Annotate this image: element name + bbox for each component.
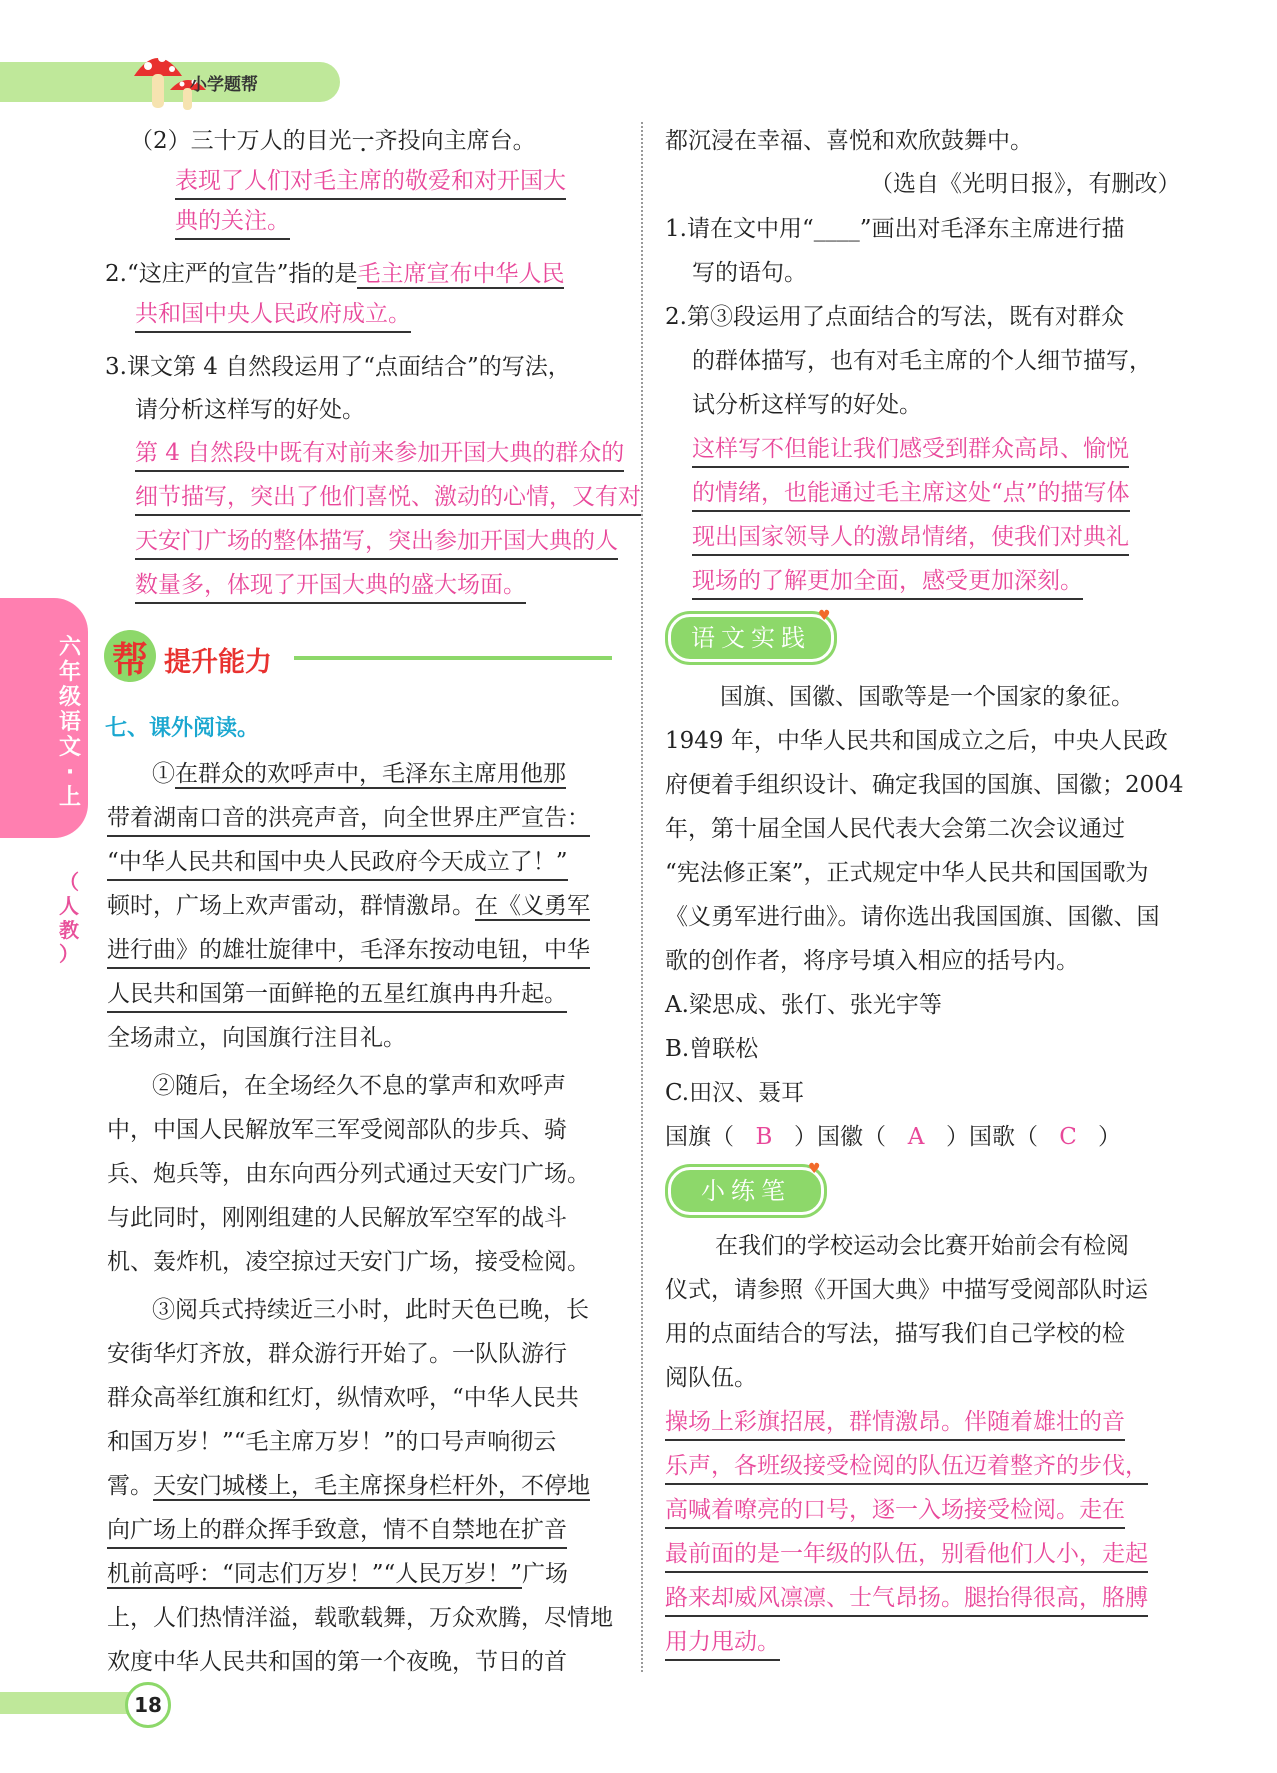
section-heading — [104, 630, 614, 680]
writing-prompt: 用的点面结合的写法，描写我们自己学校的检 — [665, 1321, 1125, 1347]
question-2-cont: 的群体描写，也有对毛主席的个人细节描写， — [692, 348, 1152, 374]
passage-line: 顿时，广场上欢声雷动，群情激昂。在《义勇军 — [107, 893, 590, 919]
answer-line: 细节描写，突出了他们喜悦、激动的心情，又有对 — [135, 480, 641, 516]
passage-line: 都沉浸在幸福、喜悦和欢欣鼓舞中。 — [665, 128, 1033, 154]
answer-line: 最前面的是一年级的队伍，别看他们人小，走起 — [665, 1537, 1148, 1573]
passage-p2: ②随后，在全场经久不息的掌声和欢呼声 — [152, 1073, 566, 1099]
answer-line: 现出国家领导人的激昂情绪，使我们对典礼 — [692, 520, 1129, 556]
passage-line: 和国万岁！”“毛主席万岁！”的口号声响彻云 — [107, 1429, 557, 1455]
writing-prompt: 阅队伍。 — [665, 1365, 757, 1391]
match-answers: 国旗（ B ）国徽（ A ）国歌（ C ） — [665, 1120, 1121, 1154]
practice-text: 年，第十届全国人民代表大会第二次会议通过 — [665, 816, 1125, 842]
passage-line: 安街华灯齐放，群众游行开始了。一队队游行 — [107, 1341, 567, 1367]
answer-line: 典的关注。 — [175, 204, 290, 240]
question-2-2: （2）三十万人的目光一齐投向主席台。 — [130, 128, 536, 154]
passage-line: 欢度中华人民共和国的第一个夜晚，节日的首 — [107, 1649, 567, 1675]
answer-line: 的情绪，也能通过毛主席这处“点”的描写体 — [692, 476, 1130, 512]
passage-line: 霄。天安门城楼上，毛主席探身栏杆外，不停地 — [107, 1473, 590, 1499]
option-a: A.梁思成、张仃、张光宇等 — [665, 992, 942, 1018]
answer-line: 用力甩动。 — [665, 1625, 780, 1661]
writing-prompt: 在我们的学校运动会比赛开始前会有检阅 — [715, 1233, 1129, 1259]
passage-line: 上，人们热情洋溢，载歌载舞，万众欢腾，尽情地 — [107, 1605, 613, 1631]
question-1: 1.请在文中用“____”画出对毛泽东主席进行描 — [665, 216, 1125, 242]
passage-line: “中华人民共和国中央人民政府今天成立了！” — [107, 845, 568, 881]
passage-line: 带着湖南口音的洪亮声音，向全世界庄严宣告： — [107, 801, 590, 837]
answer-line: 第 4 自然段中既有对前来参加开国大典的群众的 — [135, 436, 624, 472]
heart-icon: ♥ — [818, 608, 831, 624]
flag-answer: B — [755, 1124, 773, 1150]
passage-p1: ①在群众的欢呼声中，毛泽东主席用他那 — [152, 761, 566, 787]
answer-line: 数量多，体现了开国大典的盛大场面。 — [135, 568, 526, 604]
passage-line: 向广场上的群众挥手致意，情不自禁地在扩音 — [107, 1513, 567, 1549]
option-c: C.田汉、聂耳 — [665, 1080, 805, 1106]
question-2-cont: 试分析这样写的好处。 — [692, 392, 922, 418]
bang-char: 帮 — [112, 640, 149, 681]
passage-line: 与此同时，刚刚组建的人民解放军空军的战斗 — [107, 1205, 567, 1231]
passage-p3: ③阅兵式持续近三小时，此时天色已晚，长 — [152, 1297, 589, 1323]
answer-line: 天安门广场的整体描写，突出参加开国大典的人 — [135, 524, 618, 560]
section-title: 提升能力 — [164, 647, 272, 678]
heart-icon: ♥ — [808, 1161, 821, 1177]
question-3-cont: 请分析这样写的好处。 — [135, 397, 365, 423]
passage-line: 机、轰炸机，凌空掠过天安门广场，接受检阅。 — [107, 1249, 590, 1275]
passage-line: 进行曲》的雄壮旋律中，毛泽东按动电钮，中华 — [107, 933, 590, 969]
column-divider — [641, 122, 643, 1672]
answer-line: 共和国中央人民政府成立。 — [135, 297, 411, 333]
footer-bar — [0, 1692, 145, 1714]
practice-text: 府便着手组织设计、确定我国的国旗、国徽；2004 — [665, 772, 1184, 798]
answer-line: 高喊着嘹亮的口号，逐一入场接受检阅。走在 — [665, 1493, 1125, 1529]
page-number: 18 — [125, 1682, 171, 1728]
answer-line: 操场上彩旗招展，群情激昂。伴随着雄壮的音 — [665, 1405, 1125, 1441]
answer-line: 乐声，各班级接受检阅的队伍迈着整齐的步伐， — [665, 1449, 1148, 1485]
passage-line: 兵、炮兵等，由东向西分列式通过天安门广场。 — [107, 1161, 590, 1187]
yuwen-shijian-label: 语文实践 — [668, 614, 834, 662]
passage-line: 中，中国人民解放军三军受阅部队的步兵、骑 — [107, 1117, 567, 1143]
answer-line: 路来却威风凛凛、士气昂扬。腿抬得很高，胳膊 — [665, 1581, 1148, 1617]
grade-subject-label: 六 年 级 语 文 · 上 — [58, 635, 81, 810]
passage-line: 人民共和国第一面鲜艳的五星红旗冉冉升起。 — [107, 977, 567, 1013]
question-3: 3.课文第 4 自然段运用了“点面结合”的写法， — [105, 354, 571, 380]
section-rule — [294, 656, 612, 660]
option-b: B.曾联松 — [665, 1036, 759, 1062]
question-2: 2.“这庄严的宣告”指的是毛主席宣布中华人民 — [105, 261, 565, 287]
question-7-title: 七、课外阅读。 — [105, 716, 260, 741]
edition-label: （ 人 教 ） — [59, 870, 79, 966]
passage-line: 全场肃立，向国旗行注目礼。 — [107, 1025, 406, 1051]
passage-line: 群众高举红旗和红灯，纵情欢呼，“中华人民共 — [107, 1385, 579, 1411]
answer-line: 表现了人们对毛主席的敬爱和对开国大 — [175, 164, 566, 200]
answer-line: 现场的了解更加全面，感受更加深刻。 — [692, 564, 1083, 600]
xiao-lianbi-label: 小练笔 — [668, 1167, 824, 1215]
emblem-answer: A — [907, 1124, 925, 1150]
practice-text: 《义勇军进行曲》。请你选出我国国旗、国徽、国 — [665, 904, 1160, 930]
question-1-cont: 写的语句。 — [692, 260, 807, 286]
practice-text: 国旗、国徽、国歌等是一个国家的象征。 — [720, 684, 1134, 710]
practice-text: 歌的创作者，将序号填入相应的括号内。 — [665, 948, 1079, 974]
source-note: （选自《光明日报》，有删改） — [870, 171, 1181, 197]
writing-prompt: 仪式，请参照《开国大典》中描写受阅部队时运 — [665, 1277, 1148, 1303]
passage-line: 机前高呼：“同志们万岁！”“人民万岁！”广场 — [107, 1561, 569, 1587]
practice-text: “宪法修正案”，正式规定中华人民共和国国歌为 — [665, 860, 1149, 886]
header-title: 小学题帮 — [190, 75, 258, 95]
practice-text: 1949 年，中华人民共和国成立之后，中央人民政 — [665, 728, 1168, 754]
question-2: 2.第③段运用了点面结合的写法，既有对群众 — [665, 304, 1124, 330]
answer-line: 这样写不但能让我们感受到群众高昂、愉悦 — [692, 432, 1129, 468]
anthem-answer: C — [1059, 1124, 1077, 1150]
